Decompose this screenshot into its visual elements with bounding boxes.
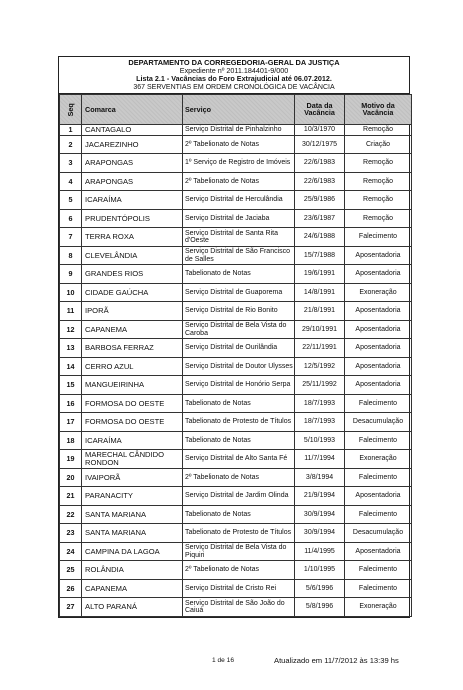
cell-data: 11/7/1994: [295, 450, 345, 469]
column-header-comarca: Comarca: [82, 94, 183, 124]
table-row: [60, 413, 412, 432]
cell-data: 11/4/1995: [295, 542, 345, 561]
cell-motivo: Exoneração: [345, 283, 412, 302]
cell-comarca: ICARAÍMA: [82, 191, 183, 210]
cell-comarca: JACAREZINHO: [82, 135, 183, 154]
cell-motivo: Aposentadoria: [345, 265, 412, 284]
cell-comarca: BARBOSA FERRAZ: [82, 339, 183, 358]
cell-comarca: ARAPONGAS: [82, 172, 183, 191]
cell-motivo: Aposentadoria: [345, 357, 412, 376]
cell-seq: 16: [60, 394, 82, 413]
column-header-data: Data da Vacância: [295, 94, 345, 124]
cell-data: 18/7/1993: [295, 394, 345, 413]
table-row: [60, 172, 412, 191]
vacancy-table: [59, 94, 412, 617]
cell-seq: 1: [60, 124, 82, 135]
cell-servico: Tabelionato de Protesto de Títulos: [183, 413, 295, 432]
cell-seq: 9: [60, 265, 82, 284]
cell-data: 15/7/1988: [295, 246, 345, 265]
cell-motivo: Aposentadoria: [345, 487, 412, 506]
cell-servico: Serviço Distrital de São Francisco de Salles: [183, 246, 295, 265]
cell-data: 23/6/1987: [295, 209, 345, 228]
cell-servico: Serviço Distrital de Santa Rita d'Oeste: [183, 228, 295, 247]
cell-motivo: Aposentadoria: [345, 376, 412, 395]
list-subtitle: 367 SERVENTIAS EM ORDEM CRONOLÓGICA DE VACÂNCIA: [133, 83, 335, 91]
cell-servico: Serviço Distrital de Pinhalzinho: [183, 124, 295, 135]
cell-seq: 4: [60, 172, 82, 191]
cell-data: 30/12/1975: [295, 135, 345, 154]
cell-seq: 18: [60, 431, 82, 450]
cell-servico: Serviço Distrital de Herculândia: [183, 191, 295, 210]
cell-seq: 5: [60, 191, 82, 210]
cell-seq: 17: [60, 413, 82, 432]
cell-servico: Tabelionato de Notas: [183, 505, 295, 524]
cell-data: 25/9/1986: [295, 191, 345, 210]
cell-data: 3/8/1994: [295, 468, 345, 487]
cell-servico: Tabelionato de Notas: [183, 265, 295, 284]
cell-comarca: GRANDES RIOS: [82, 265, 183, 284]
cell-motivo: Criação: [345, 135, 412, 154]
table-row: [60, 376, 412, 395]
cell-seq: 10: [60, 283, 82, 302]
cell-comarca: ALTO PARANÁ: [82, 598, 183, 617]
cell-servico: Serviço Distrital de Honório Serpa: [183, 376, 295, 395]
cell-motivo: Aposentadoria: [345, 302, 412, 321]
cell-comarca: CAPANEMA: [82, 320, 183, 339]
cell-motivo: Remoção: [345, 124, 412, 135]
cell-seq: 21: [60, 487, 82, 506]
table-row: [60, 246, 412, 265]
cell-data: 14/8/1991: [295, 283, 345, 302]
cell-comarca: CANTAGALO: [82, 124, 183, 135]
cell-data: 10/3/1970: [295, 124, 345, 135]
cell-servico: 2º Tabelionato de Notas: [183, 561, 295, 580]
cell-data: 22/11/1991: [295, 339, 345, 358]
cell-data: 18/7/1993: [295, 413, 345, 432]
cell-servico: Serviço Distrital de Guaporema: [183, 283, 295, 302]
table-row: [60, 468, 412, 487]
column-header-seq: Seq: [60, 94, 82, 124]
document-sheet: [58, 56, 410, 618]
table-row: [60, 505, 412, 524]
cell-comarca: ICARAÍMA: [82, 431, 183, 450]
list-title: Lista 2.1 - Vacâncias do Foro Extrajudicial até 06.07.2012.: [136, 74, 332, 84]
updated-timestamp: Atualizado em 11/7/2012 às 13:39 hs: [274, 656, 399, 665]
cell-seq: 19: [60, 450, 82, 469]
cell-data: 30/9/1994: [295, 524, 345, 543]
cell-data: 30/9/1994: [295, 505, 345, 524]
cell-comarca: FORMOSA DO OESTE: [82, 413, 183, 432]
department-title: DEPARTAMENTO DA CORREGEDORIA-GERAL DA JUSTIÇA: [128, 58, 340, 67]
table-row: [60, 357, 412, 376]
cell-comarca: CIDADE GAÚCHA: [82, 283, 183, 302]
cell-comarca: CLEVELÂNDIA: [82, 246, 183, 265]
table-row: [60, 339, 412, 358]
table-row: [60, 542, 412, 561]
cell-servico: Serviço Distrital de Alto Santa Fé: [183, 450, 295, 469]
cell-comarca: CERRO AZUL: [82, 357, 183, 376]
cell-servico: Serviço Distrital de São João do Caiuá: [183, 598, 295, 617]
cell-servico: Serviço Distrital de Bela Vista do Caroba: [183, 320, 295, 339]
cell-motivo: Falecimento: [345, 579, 412, 598]
cell-data: 21/9/1994: [295, 487, 345, 506]
cell-servico: Tabelionato de Notas: [183, 394, 295, 413]
cell-data: 29/10/1991: [295, 320, 345, 339]
table-row: [60, 283, 412, 302]
cell-servico: Tabelionato de Protesto de Títulos: [183, 524, 295, 543]
cell-seq: 6: [60, 209, 82, 228]
cell-data: 22/6/1983: [295, 154, 345, 173]
cell-data: 1/10/1995: [295, 561, 345, 580]
cell-motivo: Aposentadoria: [345, 246, 412, 265]
cell-motivo: Desacumulação: [345, 524, 412, 543]
cell-servico: Serviço Distrital de Doutor Ulysses: [183, 357, 295, 376]
cell-data: 5/10/1993: [295, 431, 345, 450]
cell-motivo: Falecimento: [345, 394, 412, 413]
cell-seq: 22: [60, 505, 82, 524]
cell-seq: 23: [60, 524, 82, 543]
table-row: [60, 450, 412, 469]
cell-seq: 14: [60, 357, 82, 376]
cell-servico: Tabelionato de Notas: [183, 431, 295, 450]
cell-data: 19/6/1991: [295, 265, 345, 284]
cell-comarca: ROLÂNDIA: [82, 561, 183, 580]
table-header-row: [60, 94, 412, 124]
cell-motivo: Falecimento: [345, 468, 412, 487]
cell-motivo: Aposentadoria: [345, 542, 412, 561]
cell-motivo: Remoção: [345, 191, 412, 210]
cell-data: 21/8/1991: [295, 302, 345, 321]
table-row: [60, 154, 412, 173]
cell-seq: 13: [60, 339, 82, 358]
cell-servico: 2º Tabelionato de Notas: [183, 135, 295, 154]
page-number: 1 de 16: [212, 657, 234, 664]
table-row: [60, 228, 412, 247]
table-row: [60, 302, 412, 321]
cell-seq: 27: [60, 598, 82, 617]
cell-seq: 20: [60, 468, 82, 487]
cell-motivo: Exoneração: [345, 450, 412, 469]
cell-servico: Serviço Distrital de Jardim Olinda: [183, 487, 295, 506]
cell-motivo: Falecimento: [345, 561, 412, 580]
table-row: [60, 524, 412, 543]
expediente-number: Expediente nº 2011.184401-9/000: [179, 66, 289, 76]
cell-comarca: IVAIPORÃ: [82, 468, 183, 487]
cell-data: 22/6/1983: [295, 172, 345, 191]
cell-motivo: Desacumulação: [345, 413, 412, 432]
cell-seq: 3: [60, 154, 82, 173]
cell-motivo: Falecimento: [345, 505, 412, 524]
cell-comarca: CAPANEMA: [82, 579, 183, 598]
cell-motivo: Falecimento: [345, 228, 412, 247]
cell-comarca: PRUDENTÓPOLIS: [82, 209, 183, 228]
column-header-motivo: Motivo da Vacância: [345, 94, 412, 124]
cell-data: 5/6/1996: [295, 579, 345, 598]
cell-seq: 26: [60, 579, 82, 598]
cell-servico: 2º Tabelionato de Notas: [183, 468, 295, 487]
cell-servico: 1º Serviço de Registro de Imóveis: [183, 154, 295, 173]
cell-seq: 2: [60, 135, 82, 154]
cell-seq: 15: [60, 376, 82, 395]
cell-data: 25/11/1992: [295, 376, 345, 395]
cell-servico: 2º Tabelionato de Notas: [183, 172, 295, 191]
cell-seq: 7: [60, 228, 82, 247]
cell-seq: 25: [60, 561, 82, 580]
cell-comarca: ARAPONGAS: [82, 154, 183, 173]
table-row: [60, 191, 412, 210]
table-row: [60, 209, 412, 228]
document-header: [59, 57, 409, 94]
cell-comarca: TERRA ROXA: [82, 228, 183, 247]
table-row: [60, 135, 412, 154]
table-row: [60, 487, 412, 506]
table-row: [60, 124, 412, 135]
cell-servico: Serviço Distrital de Ourilândia: [183, 339, 295, 358]
table-row: [60, 394, 412, 413]
cell-comarca: CAMPINA DA LAGOA: [82, 542, 183, 561]
cell-comarca: SANTA MARIANA: [82, 524, 183, 543]
cell-data: 24/6/1988: [295, 228, 345, 247]
table-row: [60, 431, 412, 450]
table-row: [60, 598, 412, 617]
table-row: [60, 561, 412, 580]
cell-motivo: Falecimento: [345, 431, 412, 450]
cell-data: 5/8/1996: [295, 598, 345, 617]
cell-motivo: Remoção: [345, 172, 412, 191]
table-row: [60, 265, 412, 284]
cell-comarca: MARECHAL CÂNDIDO RONDON: [82, 450, 183, 469]
table-row: [60, 320, 412, 339]
cell-motivo: Aposentadoria: [345, 339, 412, 358]
cell-motivo: Exoneração: [345, 598, 412, 617]
cell-comarca: PARANACITY: [82, 487, 183, 506]
cell-seq: 11: [60, 302, 82, 321]
cell-seq: 24: [60, 542, 82, 561]
cell-motivo: Remoção: [345, 209, 412, 228]
cell-servico: Serviço Distrital de Bela Vista do Piquiri: [183, 542, 295, 561]
cell-servico: Serviço Distrital de Cristo Rei: [183, 579, 295, 598]
cell-seq: 8: [60, 246, 82, 265]
cell-data: 12/5/1992: [295, 357, 345, 376]
cell-comarca: IPORÃ: [82, 302, 183, 321]
cell-comarca: FORMOSA DO OESTE: [82, 394, 183, 413]
cell-servico: Serviço Distrital de Rio Bonito: [183, 302, 295, 321]
cell-motivo: Remoção: [345, 154, 412, 173]
column-header-servico: Serviço: [183, 94, 295, 124]
cell-comarca: MANGUEIRINHA: [82, 376, 183, 395]
table-row: [60, 579, 412, 598]
cell-motivo: Aposentadoria: [345, 320, 412, 339]
cell-comarca: SANTA MARIANA: [82, 505, 183, 524]
cell-seq: 12: [60, 320, 82, 339]
cell-servico: Serviço Distrital de Jaciaba: [183, 209, 295, 228]
